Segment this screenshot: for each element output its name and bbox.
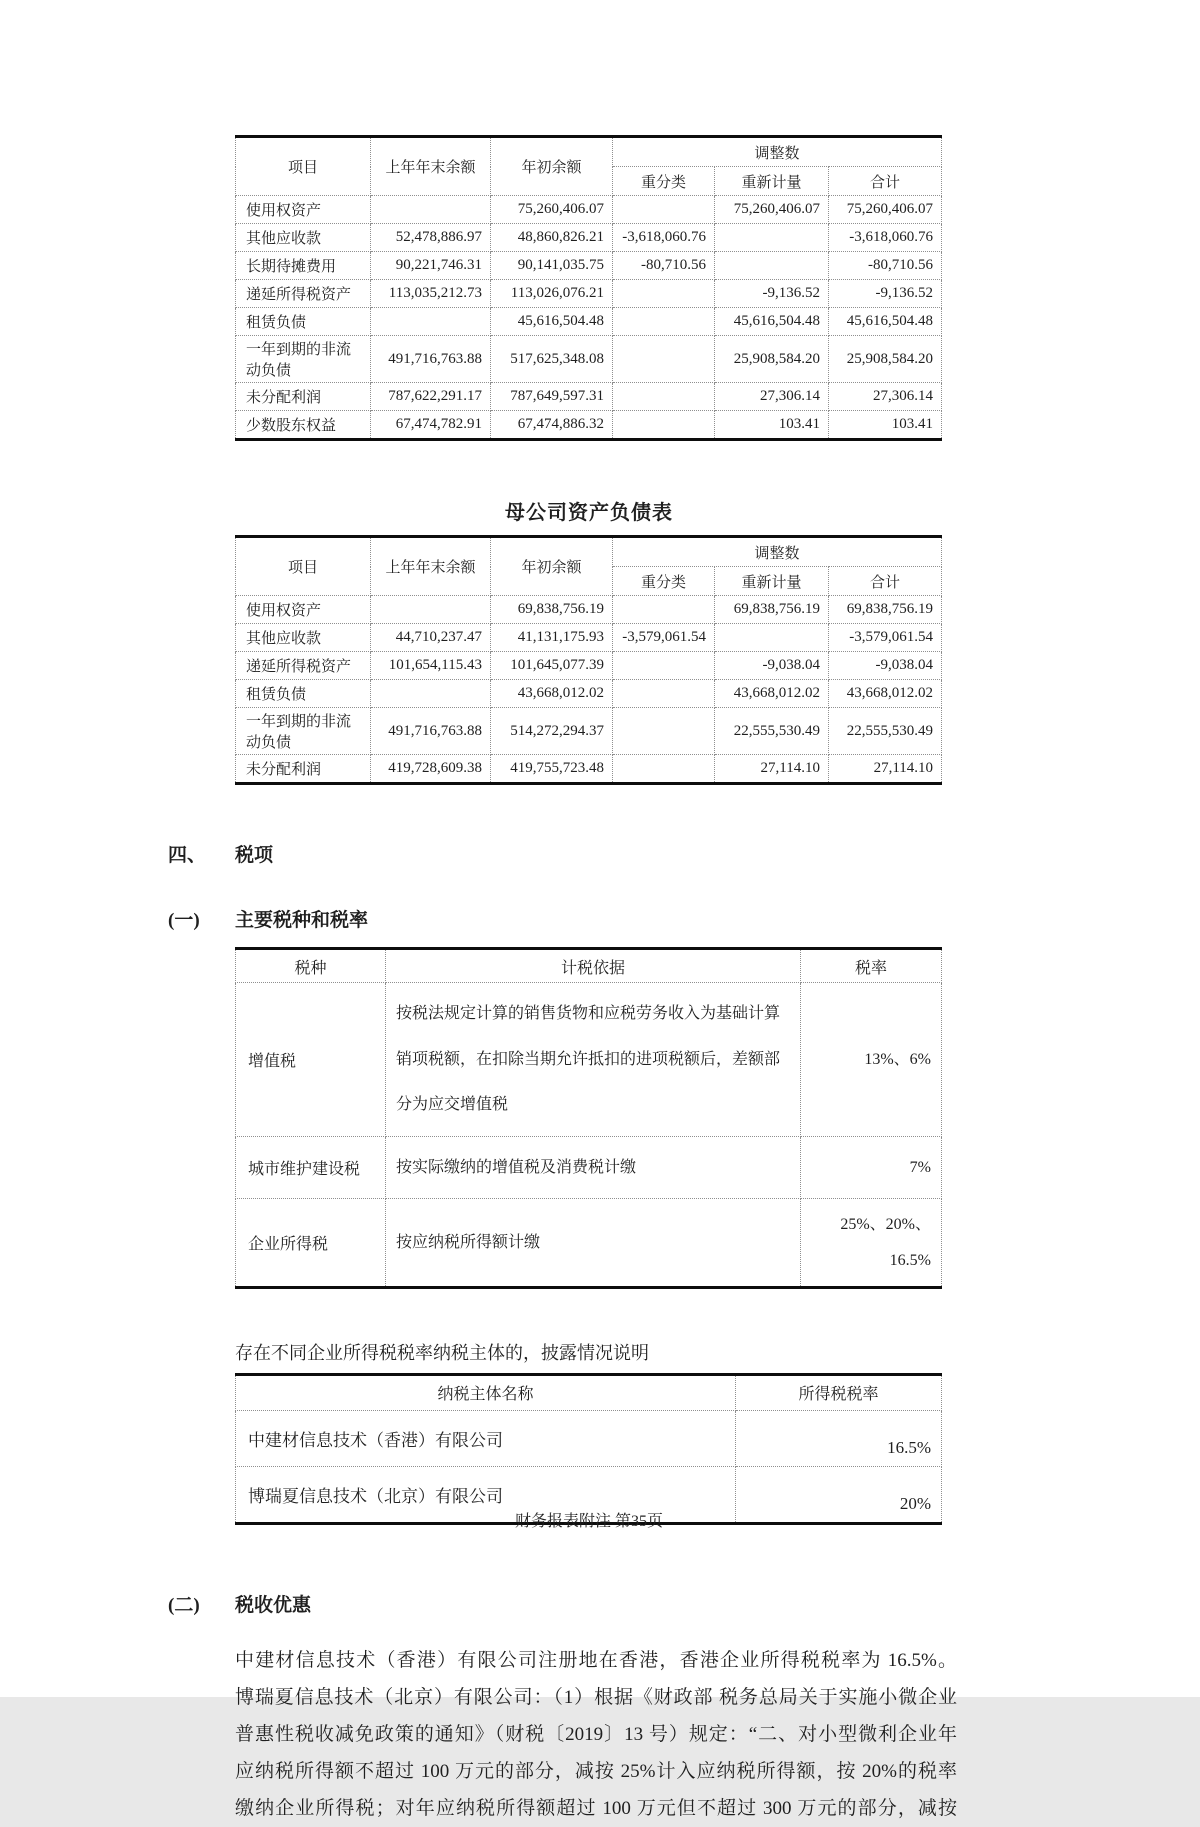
table-row — [236, 1136, 942, 1199]
table-cell: 103.41 — [829, 411, 942, 440]
table-row — [236, 1199, 942, 1287]
table-cell: 按实际缴纳的增值税及消费税计缴 — [386, 1136, 801, 1199]
table-cell: 75,260,406.07 — [829, 196, 942, 224]
col-header-prev-year-end: 上年年末余额 — [371, 137, 491, 196]
col-header-reclass: 重分类 — [613, 167, 715, 196]
table-cell: 43,668,012.02 — [829, 680, 942, 708]
table-cell: -3,579,061.54 — [829, 624, 942, 652]
col-header-adjustments: 调整数 — [613, 537, 942, 567]
table-cell: 租赁负债 — [236, 308, 371, 336]
subsection-number: (二) — [168, 1594, 200, 1616]
table-cell: 未分配利润 — [236, 383, 371, 411]
col-header-item: 项目 — [236, 137, 371, 196]
table-cell — [613, 708, 715, 755]
section-title: 税项 — [235, 845, 274, 866]
table-cell: 43,668,012.02 — [491, 680, 613, 708]
table-cell — [613, 755, 715, 784]
subsection-heading-main-taxes — [168, 905, 876, 932]
table-row — [236, 983, 942, 1137]
table-cell: 45,616,504.48 — [829, 308, 942, 336]
table-cell: 75,260,406.07 — [491, 196, 613, 224]
subsection-title: 税收优惠 — [235, 1594, 312, 1616]
table-cell: 101,645,077.39 — [491, 652, 613, 680]
table-cell: 一年到期的非流动负债 — [236, 708, 371, 755]
spacer — [235, 1617, 943, 1642]
table-cell — [371, 308, 491, 336]
table-cell: 43,668,012.02 — [715, 680, 829, 708]
spacer — [235, 785, 943, 840]
table-cell: 45,616,504.48 — [491, 308, 613, 336]
col-header-adjustments: 调整数 — [613, 137, 942, 167]
spacer — [235, 1525, 943, 1590]
table-cell: 90,141,035.75 — [491, 252, 613, 280]
table-cell — [613, 680, 715, 708]
table-cell: 使用权资产 — [236, 196, 371, 224]
table-cell: 69,838,756.19 — [715, 596, 829, 624]
col-header-prev-year-end: 上年年末余额 — [371, 537, 491, 596]
paragraph-line: 普惠性税收减免政策的通知》（财税〔2019〕13 号）规定：“二、对小型微利企业年 — [235, 1723, 957, 1745]
col-header-reclass: 重分类 — [613, 567, 715, 596]
col-header-remeasure: 重新计量 — [715, 567, 829, 596]
table-cell: 25%、20%、16.5% — [801, 1199, 942, 1287]
table-row — [236, 224, 942, 252]
table-cell — [715, 224, 829, 252]
page-content — [168, 0, 957, 1827]
table-body — [236, 596, 942, 784]
parent-balance-sheet-table — [235, 535, 942, 785]
spacer — [235, 1289, 943, 1339]
table-cell — [715, 252, 829, 280]
table-cell: 69,838,756.19 — [491, 596, 613, 624]
table-cell: 递延所得税资产 — [236, 652, 371, 680]
table-cell: 419,728,609.38 — [371, 755, 491, 784]
table-cell — [371, 196, 491, 224]
table-cell: 其他应收款 — [236, 624, 371, 652]
section-number: 四、 — [168, 845, 207, 866]
subsection-title: 主要税种和税率 — [235, 910, 369, 931]
table-cell: 69,838,756.19 — [829, 596, 942, 624]
table-cell: 博瑞夏信息技术（北京）有限公司 — [236, 1466, 736, 1523]
col-header-year-begin: 年初余额 — [491, 537, 613, 596]
table-cell: 城市维护建设税 — [236, 1136, 386, 1199]
table-cell: 16.5% — [736, 1410, 942, 1466]
table-cell: 90,221,746.31 — [371, 252, 491, 280]
table-cell: 中建材信息技术（香港）有限公司 — [236, 1410, 736, 1466]
spacer — [235, 525, 943, 535]
table-cell: 419,755,723.48 — [491, 755, 613, 784]
table-cell — [613, 308, 715, 336]
table-row — [236, 1410, 942, 1466]
table-body — [236, 196, 942, 440]
tax-incentives-paragraph — [235, 1642, 957, 1827]
table-cell: 27,306.14 — [715, 383, 829, 411]
col-header-total: 合计 — [829, 167, 942, 196]
table-body — [236, 1410, 942, 1523]
col-header-tax-rate: 税率 — [801, 949, 942, 983]
col-header-taxpayer-name: 纳税主体名称 — [236, 1374, 736, 1410]
col-header-tax-type: 税种 — [236, 949, 386, 983]
table-cell: -9,136.52 — [715, 280, 829, 308]
table-cell: 一年到期的非流动负债 — [236, 336, 371, 383]
table-cell: 787,649,597.31 — [491, 383, 613, 411]
spacer — [235, 867, 943, 905]
table-cell: 25,908,584.20 — [715, 336, 829, 383]
col-header-tax-basis: 计税依据 — [386, 949, 801, 983]
table-cell: 27,114.10 — [715, 755, 829, 784]
table-cell: 增值税 — [236, 983, 386, 1137]
table-cell: 787,622,291.17 — [371, 383, 491, 411]
table-cell — [613, 196, 715, 224]
top-margin — [235, 0, 943, 135]
table-cell — [613, 383, 715, 411]
paragraph-line: 缴纳企业所得税；对年应纳税所得额超过 100 万元但不超过 300 万元的部分，减按 — [235, 1797, 957, 1819]
col-header-item: 项目 — [236, 537, 371, 596]
table-row — [236, 652, 942, 680]
col-header-year-begin: 年初余额 — [491, 137, 613, 196]
table-cell — [613, 411, 715, 440]
subsection-number: (一) — [168, 910, 200, 931]
table-row — [236, 336, 942, 383]
table-cell: 少数股东权益 — [236, 411, 371, 440]
table-cell: 491,716,763.88 — [371, 708, 491, 755]
table-cell: 75,260,406.07 — [715, 196, 829, 224]
table-row — [236, 680, 942, 708]
table-cell: -3,579,061.54 — [613, 624, 715, 652]
table-cell: 其他应收款 — [236, 224, 371, 252]
table-cell: 使用权资产 — [236, 596, 371, 624]
col-header-remeasure: 重新计量 — [715, 167, 829, 196]
table-cell: -9,038.04 — [829, 652, 942, 680]
table-row — [236, 411, 942, 440]
table-row — [236, 708, 942, 755]
table-cell: 22,555,530.49 — [829, 708, 942, 755]
table-cell: 41,131,175.93 — [491, 624, 613, 652]
table-cell: 67,474,886.32 — [491, 411, 613, 440]
table-cell: 13%、6% — [801, 983, 942, 1137]
parent-table-title: 母公司资产负债表 — [505, 502, 673, 524]
table-cell: -80,710.56 — [829, 252, 942, 280]
table-cell: 101,654,115.43 — [371, 652, 491, 680]
table-cell: -9,038.04 — [715, 652, 829, 680]
table-cell: 企业所得税 — [236, 1199, 386, 1287]
table-cell — [715, 624, 829, 652]
table-row — [236, 252, 942, 280]
table-header — [236, 537, 942, 596]
table-row — [236, 596, 942, 624]
section-heading-taxes — [168, 840, 876, 867]
table-cell: 按应纳税所得额计缴 — [386, 1199, 801, 1287]
col-header-total: 合计 — [829, 567, 942, 596]
table-header — [236, 1374, 942, 1410]
table-cell: -3,618,060.76 — [613, 224, 715, 252]
table-row — [236, 383, 942, 411]
tax-types-table — [235, 947, 942, 1289]
table-cell: 未分配利润 — [236, 755, 371, 784]
table-cell — [613, 280, 715, 308]
table-cell: 514,272,294.37 — [491, 708, 613, 755]
consolidated-adjustments-table — [235, 135, 942, 441]
table-cell: 递延所得税资产 — [236, 280, 371, 308]
table-cell: 20% — [736, 1466, 942, 1523]
table-cell: 517,625,348.08 — [491, 336, 613, 383]
table-cell: 27,306.14 — [829, 383, 942, 411]
table-body — [236, 983, 942, 1288]
table-cell: 113,035,212.73 — [371, 280, 491, 308]
table-row — [236, 624, 942, 652]
table-cell: 7% — [801, 1136, 942, 1199]
table-cell — [613, 652, 715, 680]
paragraph-line: 应纳税所得额不超过 100 万元的部分，减按 25%计入应纳税所得额，按 20%的税率 — [235, 1760, 957, 1782]
table-row — [236, 280, 942, 308]
table-cell: 103.41 — [715, 411, 829, 440]
table-cell: 长期待摊费用 — [236, 252, 371, 280]
disclosure-note: 存在不同企业所得税税率纳税主体的，披露情况说明 — [235, 1342, 649, 1363]
spacer — [235, 932, 943, 947]
taxpayer-rates-table — [235, 1373, 942, 1525]
paragraph-line: 博瑞夏信息技术（北京）有限公司：（1）根据《财政部 税务总局关于实施小微企业 — [235, 1686, 957, 1708]
table-row — [236, 755, 942, 784]
table-cell: -9,136.52 — [829, 280, 942, 308]
table-cell — [371, 680, 491, 708]
table-cell: 22,555,530.49 — [715, 708, 829, 755]
table-header — [236, 137, 942, 196]
table-cell: 52,478,886.97 — [371, 224, 491, 252]
table-row — [236, 308, 942, 336]
table-cell: -3,618,060.76 — [829, 224, 942, 252]
subsection-heading-tax-incentives — [168, 1590, 876, 1617]
table-cell — [613, 336, 715, 383]
table-cell: 48,860,826.21 — [491, 224, 613, 252]
table-cell — [613, 596, 715, 624]
table-cell: -80,710.56 — [613, 252, 715, 280]
page-footer: 财务报表附注 第35页 — [514, 1513, 663, 1530]
table-cell — [371, 596, 491, 624]
col-header-income-tax-rate: 所得税税率 — [736, 1374, 942, 1410]
table-cell: 45,616,504.48 — [715, 308, 829, 336]
table-cell: 491,716,763.88 — [371, 336, 491, 383]
paragraph-line: 中建材信息技术（香港）有限公司注册地在香港，香港企业所得税税率为 16.5%。 — [235, 1649, 957, 1671]
table-cell: 25,908,584.20 — [829, 336, 942, 383]
table-cell: 租赁负债 — [236, 680, 371, 708]
table-cell: 44,710,237.47 — [371, 624, 491, 652]
spacer — [235, 441, 943, 496]
table-row — [236, 196, 942, 224]
table-cell: 27,114.10 — [829, 755, 942, 784]
table-cell: 按税法规定计算的销售货物和应税劳务收入为基础计算销项税额，在扣除当期允许抵扣的进项税额后，差额部分为应交增值税 — [386, 983, 801, 1137]
table-cell: 67,474,782.91 — [371, 411, 491, 440]
table-header — [236, 949, 942, 983]
table-cell: 113,026,076.21 — [491, 280, 613, 308]
